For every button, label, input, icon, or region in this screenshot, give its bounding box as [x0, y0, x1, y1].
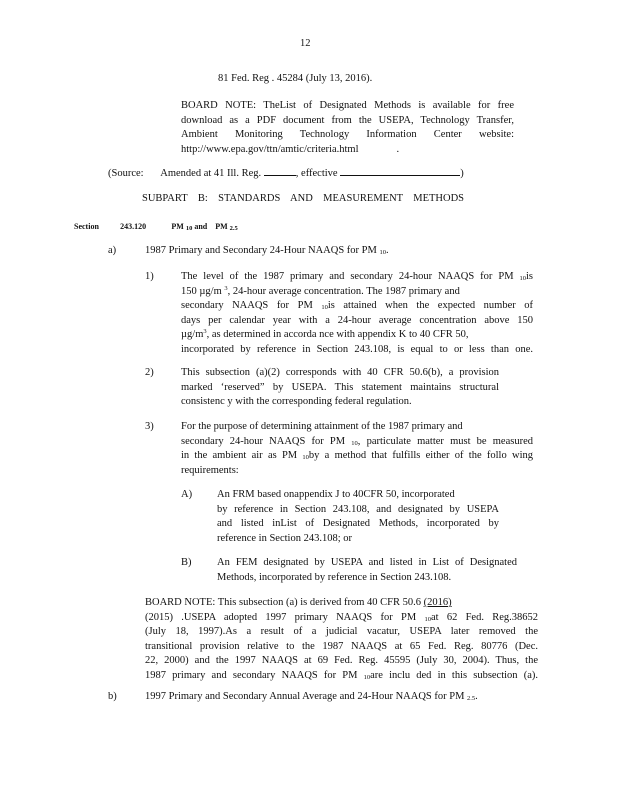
paragraph-line: (2015) .USEPA adopted 1997 primary NAAQS for PM $_{10}$at 62 Fed. Reg.38652 — [145, 611, 539, 623]
paragraph-line: secondary 24-hour NAAQS for PM $_{10}$, particulate matter must be measured — [181, 435, 533, 447]
section-heading — [74, 220, 274, 235]
effective-date-blank — [340, 166, 460, 176]
section-title: PM $_{10}$ and PM $_{2.5}$ — [171, 222, 238, 232]
paragraph-line: requirements: — [181, 464, 239, 476]
paragraph-line: An FEM designated by USEPA and listed in List of Designated — [217, 557, 517, 568]
item-a-heading: 1987 Primary and Secondary 24-Hour NAAQS for PM $_{10}$. — [145, 245, 389, 256]
source-effective: , effective — [295, 168, 338, 179]
section-label: Section — [74, 222, 99, 231]
paragraph-line: secondary NAAQS for PM $_{10}$is attained when the expected number of — [181, 300, 534, 311]
register-page-blank — [264, 166, 296, 176]
paragraph-line: reference in Section 243.108; or — [217, 532, 352, 544]
paragraph-line: $\mu g/m^3$, as determined in accorda nce with appendix K to 40 CFR 50, — [181, 328, 469, 340]
citation: 81 Fed. Reg . 45284 (July 13, 2016). — [218, 73, 373, 84]
board-note-line: Ambient Monitoring Technology Information Center website: — [181, 129, 514, 140]
board-note-line: BOARD NOTE: TheList of Designated Methods is available for free — [181, 100, 514, 111]
source-label: (Source: — [108, 168, 144, 179]
paragraph-line: The level of the 1987 primary and secondary 24-hour NAAQS for PM $_{10}$is — [181, 271, 533, 282]
paragraph-line: 1987 primary and secondary NAAQS for PM $_{10}$are inclu ded in this subsection (a). — [145, 669, 538, 681]
item-b-marker: b) — [108, 691, 117, 702]
item-b-heading: 1997 Primary and Secondary Annual Average and 24-Hour NAAQS for PM $_{2.5}$. — [145, 691, 478, 702]
paragraph-line: incorporated by reference in Section 243.108, is equal to or less than one. — [181, 343, 533, 355]
item-a3B-marker: B) — [181, 557, 192, 568]
board-note-url-line: http://www.epa.gov/ttn/amtic/criteria.html . — [181, 143, 400, 155]
item-a3A-body — [217, 488, 499, 546]
item-a1-marker: 1) — [145, 271, 154, 282]
amended-year: (2016) — [423, 597, 452, 608]
item-a2-marker: 2) — [145, 367, 154, 378]
paragraph-line: 150 µg/m $^3$, 24-hour average concentration. The 1987 primary and — [181, 284, 460, 297]
item-a1-body — [181, 270, 533, 357]
paragraph-line: days per calendar year with a 24-hour average concentration above 150 — [181, 314, 533, 326]
paragraph-line: This subsection (a)(2) corresponds with 40 CFR 50.6(b), a provision — [181, 367, 499, 378]
amtic-link[interactable]: http://www.epa.gov/ttn/amtic/criteria.html — [181, 143, 359, 155]
source-line: (Source: Amended at 41 Ill. Reg. , effective ) — [108, 168, 464, 179]
paragraph-line: Methods, incorporated by reference in Section 243.108. — [217, 571, 452, 583]
item-a-marker: a) — [108, 245, 117, 256]
board-note-a — [145, 596, 538, 683]
item-a2-body — [181, 366, 499, 410]
paragraph-line: transitional provision relative to the 1987 NAAQS at 65 Fed. Reg. 80776 (Dec. — [145, 640, 538, 652]
paragraph-line: BOARD NOTE: This subsection (a) is derived from 40 CFR 50.6 (2016) — [145, 597, 452, 608]
item-a3A-marker: A) — [181, 489, 193, 500]
item-a3-marker: 3) — [145, 421, 154, 432]
board-note-line: download as a PDF document from the USEPA, Technology Transfer, — [181, 114, 514, 126]
paragraph-line: 22, 2000) and the 1997 NAAQS at 69 Fed. Reg. 45595 (July 30, 2004). Thus, the — [145, 655, 538, 666]
section-number: 243.120 — [120, 222, 147, 231]
page-number: 12 — [300, 38, 311, 49]
source-text: Amended at 41 Ill. Reg. — [160, 168, 262, 179]
paragraph-line: (July 18, 1997).As a result of a judicial vacatur, USEPA later removed the — [145, 626, 538, 637]
item-a3B-body — [217, 556, 517, 585]
paragraph-line: consistenc y with the corresponding federal regulation. — [181, 396, 412, 407]
paragraph-line: in the ambient air as PM $_{10}$by a method that fulfills either of the follo wing — [181, 450, 533, 461]
paragraph-line: For the purpose of determining attainment of the 1987 primary and — [181, 421, 463, 432]
paragraph-line: marked ‘reserved” by USEPA. This statement maintains structural — [181, 381, 499, 393]
subpart-heading: SUBPART B: STANDARDS AND MEASUREMENT METHODS — [142, 193, 464, 204]
paragraph-line: by reference in Section 243.108, and designated by USEPA — [217, 503, 499, 515]
paragraph-line: An FRM based onappendix J to 40CFR 50, incorporated — [217, 489, 455, 500]
paragraph-line: and listed inList of Designated Methods, incorporated by — [217, 518, 499, 529]
board-note-top — [181, 99, 514, 157]
item-a3-body — [181, 420, 533, 478]
